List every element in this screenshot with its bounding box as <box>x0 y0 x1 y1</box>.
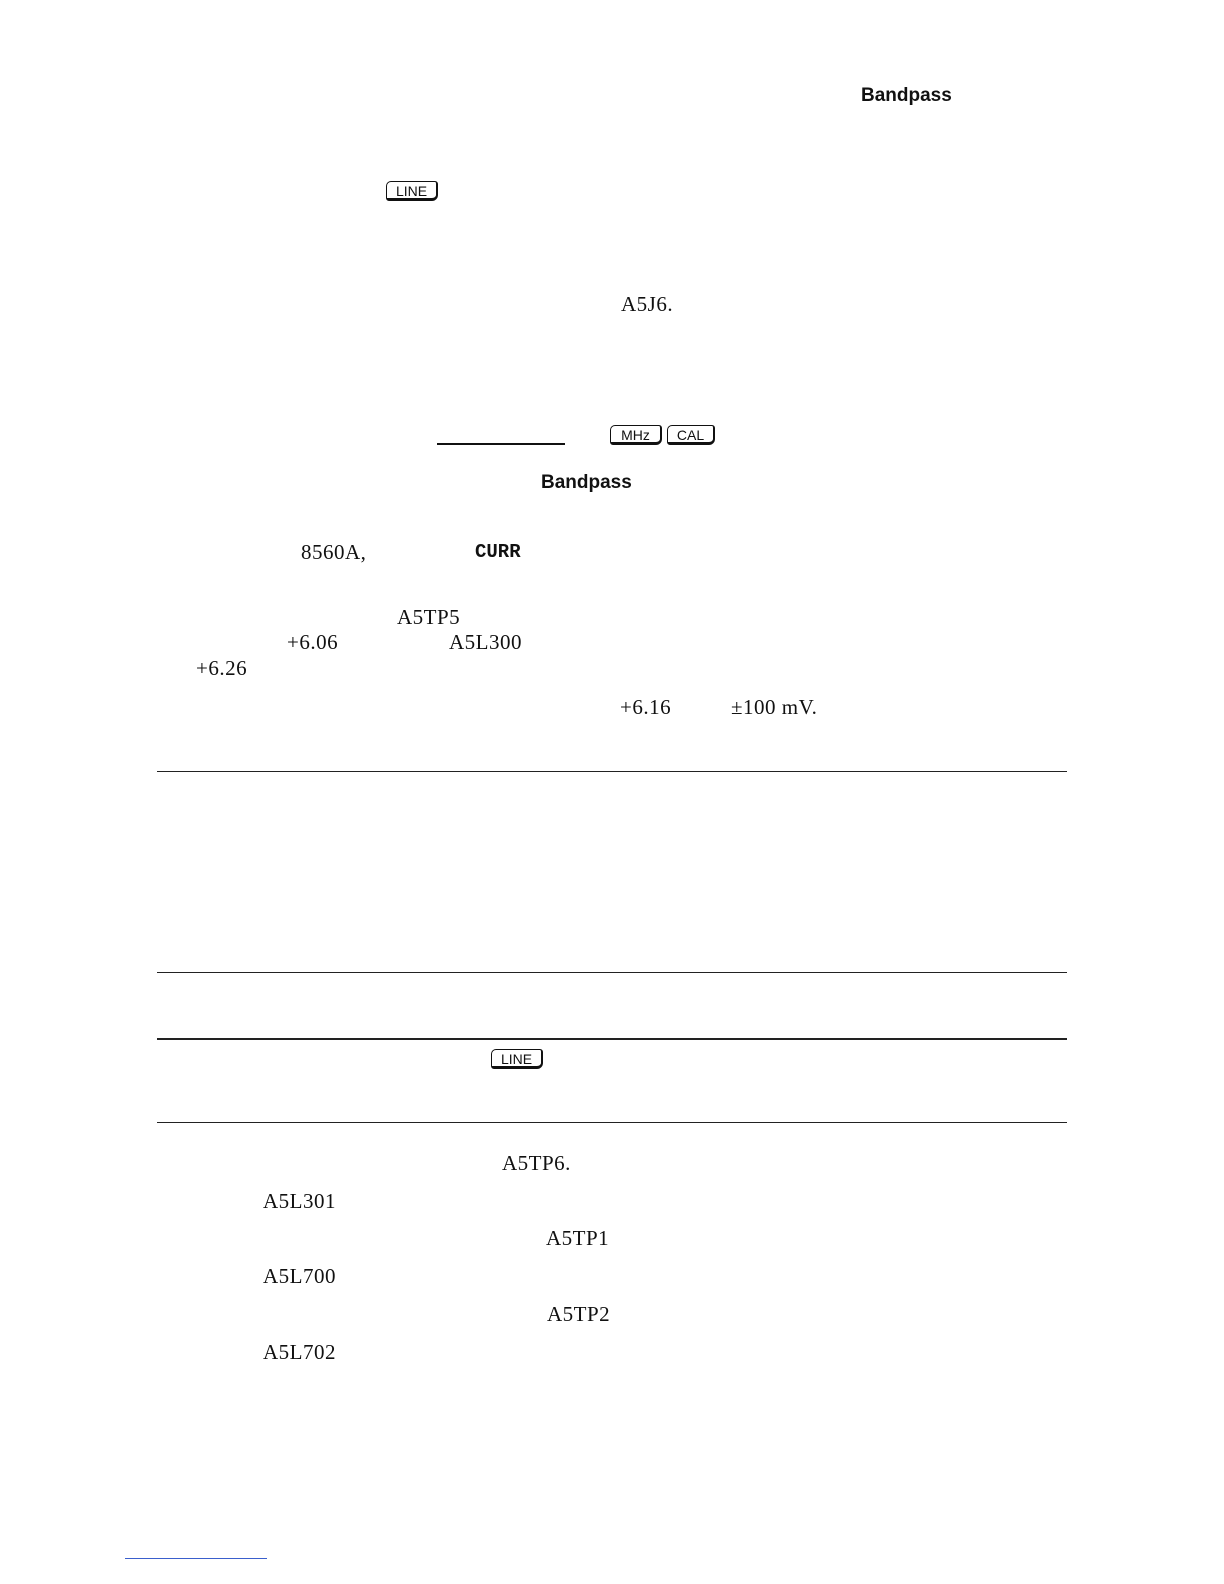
tolerance-value: ±100 mV. <box>731 695 818 719</box>
model-label: 8560A, <box>301 540 367 564</box>
target-voltage-value: +6.16 <box>620 695 672 719</box>
mhz-key[interactable]: MHz <box>610 425 662 445</box>
high-voltage-value: +6.26 <box>196 656 248 680</box>
test-point-a5tp1: A5TP1 <box>546 1226 610 1250</box>
inductor-a5l702: A5L702 <box>263 1340 336 1364</box>
test-point-a5tp6: A5TP6. <box>502 1151 571 1175</box>
caution-box-bottom-rule <box>157 1122 1067 1123</box>
cal-key[interactable]: CAL <box>667 425 715 445</box>
note-box-top-rule <box>157 771 1067 772</box>
bandpass-label: Bandpass <box>541 472 632 493</box>
inductor-a5l301: A5L301 <box>263 1189 336 1213</box>
inductor-a5l300: A5L300 <box>449 630 522 654</box>
connector-label: A5J6. <box>621 292 674 316</box>
inductor-a5l700: A5L700 <box>263 1264 336 1288</box>
test-point-a5tp5: A5TP5 <box>397 605 461 629</box>
line-key[interactable]: LINE <box>386 181 438 201</box>
low-voltage-value: +6.06 <box>287 630 339 654</box>
caution-line-key[interactable]: LINE <box>491 1049 543 1069</box>
curr-softkey[interactable]: CURR <box>475 541 521 563</box>
section-label: Bandpass <box>861 85 952 106</box>
value-entry-blank <box>437 443 565 445</box>
note-box-bottom-rule <box>157 972 1067 973</box>
caution-box-top-rule <box>157 1038 1067 1040</box>
footer-link-underline <box>125 1558 267 1559</box>
test-point-a5tp2: A5TP2 <box>547 1302 611 1326</box>
